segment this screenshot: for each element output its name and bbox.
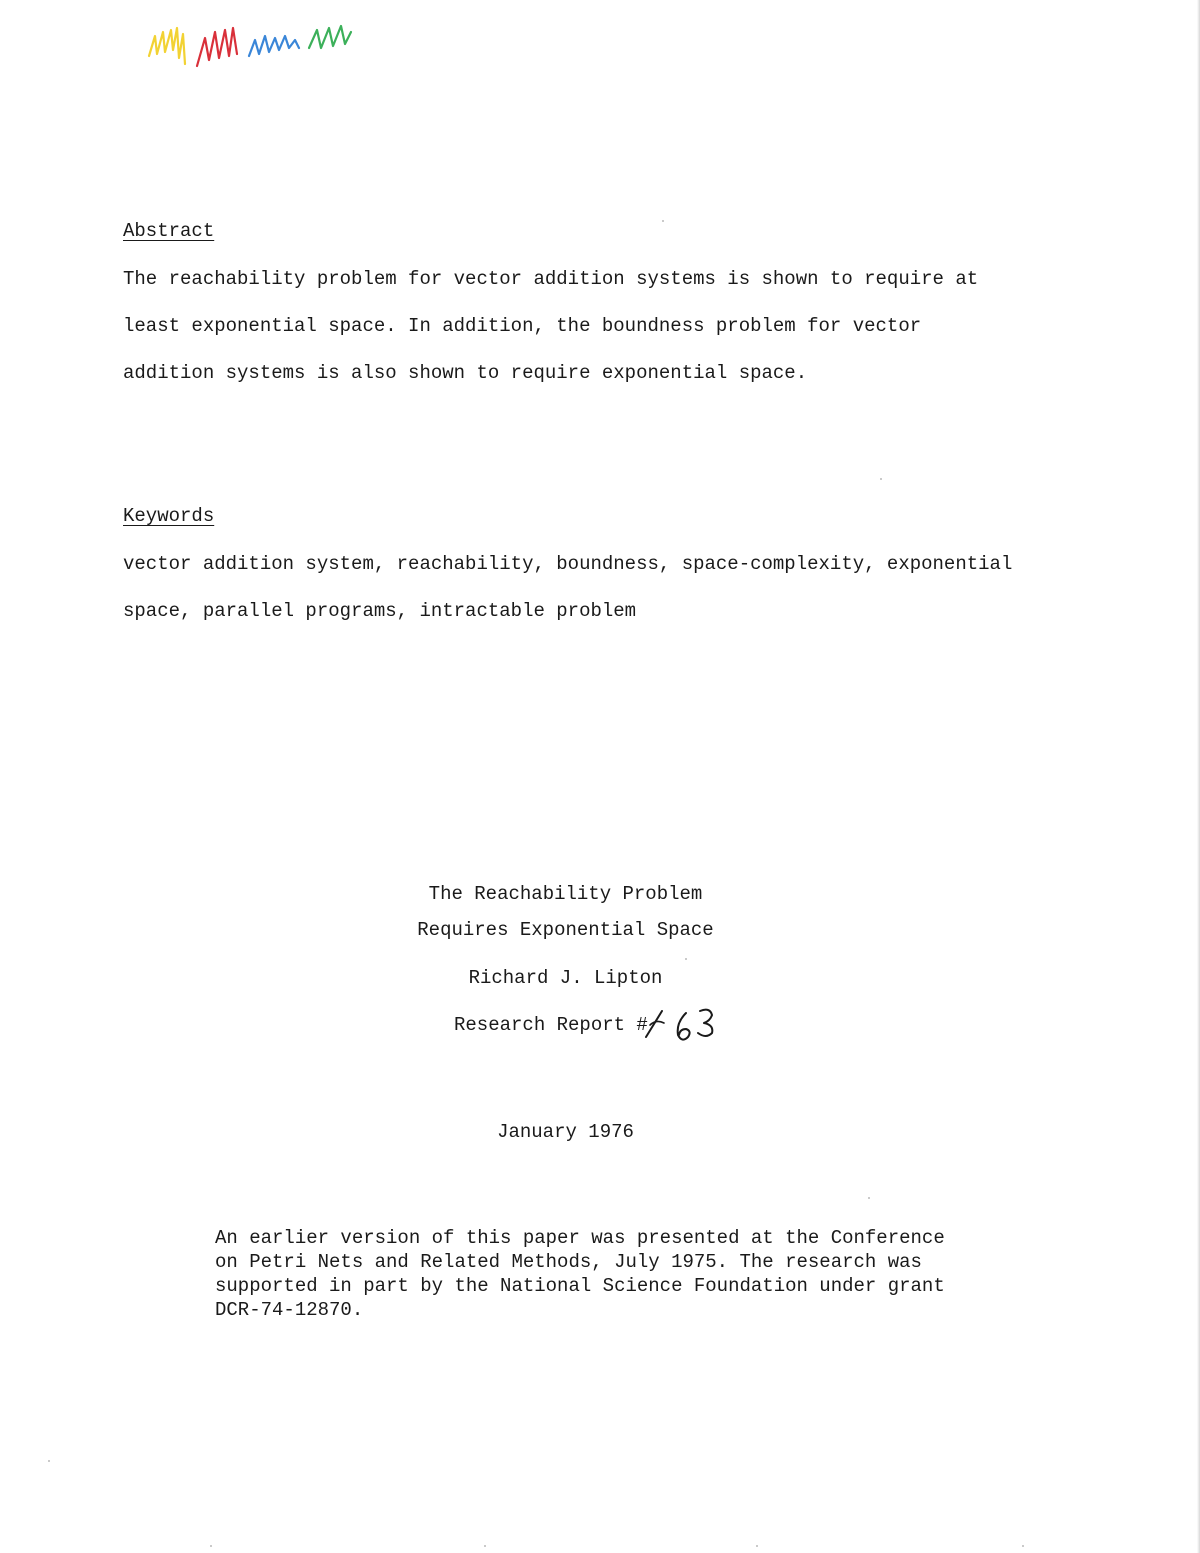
scan-speck xyxy=(868,1197,870,1199)
abstract-line-2: least exponential space. In addition, the boundness problem for vector xyxy=(123,315,922,337)
footnote-line-2: on Petri Nets and Related Methods, July 1975. The research was xyxy=(215,1251,922,1273)
keywords-line-2: space, parallel programs, intractable problem xyxy=(123,600,637,622)
report-number-label: Research Report # xyxy=(454,1014,648,1036)
footnote-line-1: An earlier version of this paper was presented at the Conference xyxy=(215,1227,945,1249)
handwritten-report-number xyxy=(642,1005,732,1045)
keywords-heading: Keywords xyxy=(123,505,215,527)
scan-speck xyxy=(210,1545,212,1547)
paper-title-line-1: The Reachability Problem xyxy=(428,883,703,905)
color-scribble-mark xyxy=(145,18,360,74)
abstract-line-3: addition systems is also shown to require exponential space. xyxy=(123,362,808,384)
author-name: Richard J. Lipton xyxy=(468,967,663,989)
scan-speck xyxy=(48,1460,50,1462)
scan-speck xyxy=(662,220,664,222)
scan-speck xyxy=(756,1545,758,1547)
scan-speck xyxy=(1022,1545,1024,1547)
paper-title-line-2: Requires Exponential Space xyxy=(417,919,714,941)
footnote-line-4: DCR-74-12870. xyxy=(215,1299,364,1321)
abstract-heading: Abstract xyxy=(123,220,215,242)
keywords-line-1: vector addition system, reachability, boundness, space-complexity, exponential xyxy=(123,553,1013,575)
abstract-line-1: The reachability problem for vector addition systems is shown to require at xyxy=(123,268,979,290)
publication-date: January 1976 xyxy=(497,1121,634,1143)
scan-speck xyxy=(880,478,882,480)
scan-speck xyxy=(685,958,687,960)
footnote-line-3: supported in part by the National Science Foundation under grant xyxy=(215,1275,945,1297)
scan-speck xyxy=(484,1545,486,1547)
